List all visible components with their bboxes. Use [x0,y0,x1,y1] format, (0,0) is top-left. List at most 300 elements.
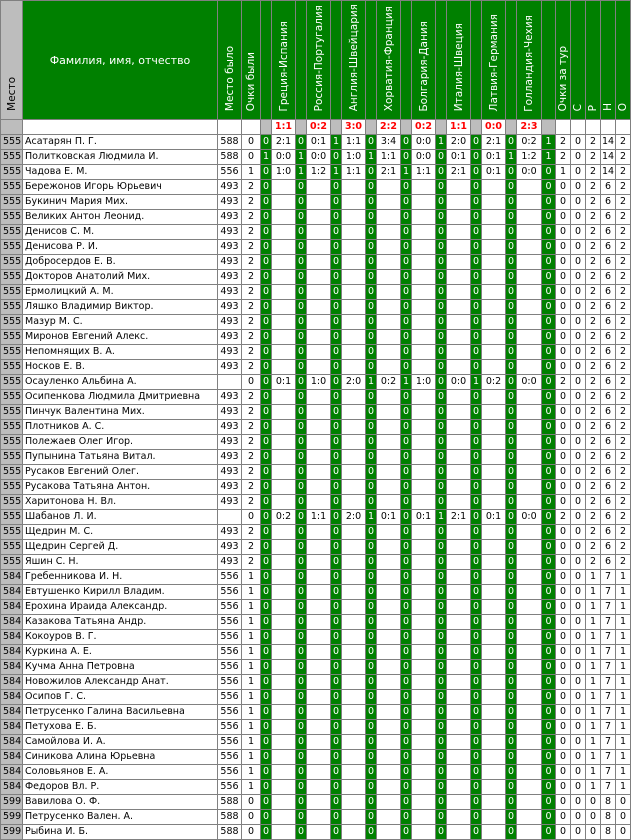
o-cell: 1 [616,615,631,630]
prediction-cell [342,210,366,225]
match-points-cell: 0 [401,240,412,255]
match-points-cell: 0 [471,630,482,645]
match-points-cell: 0 [471,135,482,150]
place-cell: 555 [1,555,23,570]
s-cell: 0 [571,390,586,405]
match-points-cell: 0 [331,615,342,630]
n-cell: 6 [601,300,616,315]
prediction-cell [447,645,471,660]
match-points-cell: 0 [296,720,307,735]
r-cell: 1 [586,660,601,675]
match-points-cell: 0 [506,615,517,630]
match-points-cell: 0 [366,135,377,150]
prev-place-cell: 556 [218,735,242,750]
match-points-cell: 0 [366,180,377,195]
match-points-cell: 0 [542,615,556,630]
s-cell: 0 [571,510,586,525]
prediction-cell [307,660,331,675]
match-points-cell: 0 [261,195,272,210]
prediction-cell [272,525,296,540]
r-cell: 1 [586,675,601,690]
name-cell: Политковская Людмила И. [23,150,218,165]
o-cell: 2 [616,405,631,420]
place-cell: 555 [1,135,23,150]
match-points-cell: 0 [506,510,517,525]
match-points-cell: 0 [506,555,517,570]
match-points-cell: 0 [542,555,556,570]
s-cell: 0 [571,300,586,315]
tour-points-cell: 0 [556,285,571,300]
s-cell: 0 [571,720,586,735]
s-cell: 0 [571,735,586,750]
match-points-cell: 0 [542,255,556,270]
tour-points-cell: 0 [556,435,571,450]
s-cell: 0 [571,600,586,615]
o-cell: 1 [616,690,631,705]
prediction-cell [272,465,296,480]
match-points-cell: 0 [471,720,482,735]
n-cell: 6 [601,555,616,570]
prediction-cell [377,225,401,240]
table-row [1,495,631,510]
s-cell: 0 [571,165,586,180]
match-points-cell: 0 [366,690,377,705]
o-cell: 0 [616,810,631,825]
prediction-cell [377,450,401,465]
result-3: 3:0 [342,120,366,135]
prediction-cell [447,420,471,435]
r-cell: 2 [586,495,601,510]
match-points-cell: 0 [436,705,447,720]
prediction-cell [342,615,366,630]
prediction-cell [377,315,401,330]
n-cell: 6 [601,225,616,240]
name-cell: Петрусенко Галина Васильевна [23,705,218,720]
table-row [1,585,631,600]
match-points-cell: 0 [331,765,342,780]
prediction-cell [272,285,296,300]
prediction-cell [342,270,366,285]
prediction-cell [307,480,331,495]
match-points-cell: 0 [401,150,412,165]
name-cell: Осауленко Альбина А. [23,375,218,390]
match-points-cell: 0 [436,750,447,765]
prediction-cell [447,330,471,345]
prediction-cell [377,615,401,630]
prediction-cell [342,360,366,375]
prediction-cell [482,435,506,450]
prediction-cell [272,615,296,630]
name-cell: Денисов С. М. [23,225,218,240]
match-points-cell: 0 [366,240,377,255]
match-points-cell: 0 [401,210,412,225]
n-cell: 14 [601,165,616,180]
match-points-cell: 0 [542,420,556,435]
match-points-cell: 0 [401,435,412,450]
match-points-cell: 0 [296,705,307,720]
prediction-cell [377,330,401,345]
match-points-cell: 0 [331,405,342,420]
header-place: Место [1,1,23,120]
prediction-cell [447,555,471,570]
prev-points-cell: 1 [242,765,261,780]
prediction-cell [517,570,542,585]
prediction-cell: 0:0 [517,510,542,525]
match-points-cell: 0 [436,435,447,450]
match-points-cell: 0 [436,675,447,690]
match-points-cell: 0 [506,240,517,255]
prediction-cell [482,645,506,660]
prediction-cell [447,810,471,825]
prediction-cell [272,690,296,705]
r-cell: 1 [586,615,601,630]
table-row [1,480,631,495]
prev-points-cell: 1 [242,690,261,705]
prev-points-cell: 1 [242,750,261,765]
o-cell: 2 [616,540,631,555]
name-cell: Синикова Алина Юрьевна [23,750,218,765]
match-points-cell: 0 [506,780,517,795]
prediction-cell [377,360,401,375]
match-points-cell: 0 [366,330,377,345]
match-points-cell: 0 [401,525,412,540]
match-points-cell: 0 [366,705,377,720]
prev-points-cell: 1 [242,735,261,750]
prev-points-cell: 2 [242,420,261,435]
prediction-cell [342,465,366,480]
match-points-cell: 0 [331,255,342,270]
place-cell: 584 [1,735,23,750]
table-row [1,750,631,765]
prev-place-cell: 588 [218,795,242,810]
prediction-cell [342,735,366,750]
prediction-cell [412,540,436,555]
match-points-cell: 0 [261,660,272,675]
prediction-cell [377,285,401,300]
prediction-cell [342,450,366,465]
match-points-cell: 0 [401,420,412,435]
match-points-cell: 0 [542,495,556,510]
prediction-cell [377,645,401,660]
o-cell: 2 [616,420,631,435]
n-cell: 6 [601,345,616,360]
match-points-cell: 0 [542,405,556,420]
table-row [1,300,631,315]
place-cell: 584 [1,585,23,600]
prediction-cell [482,735,506,750]
n-cell: 7 [601,585,616,600]
tour-points-cell: 0 [556,660,571,675]
prev-place-cell: 588 [218,825,242,840]
prediction-cell [272,195,296,210]
prediction-cell [377,780,401,795]
prev-place-cell: 493 [218,390,242,405]
match-points-cell: 0 [436,780,447,795]
prediction-cell [377,750,401,765]
prediction-cell [482,315,506,330]
match-points-cell: 0 [471,585,482,600]
name-cell: Чадова Е. М. [23,165,218,180]
table-row [1,450,631,465]
n-cell: 6 [601,540,616,555]
prediction-cell [447,450,471,465]
match-points-cell: 0 [401,330,412,345]
match-points-cell: 0 [296,300,307,315]
prediction-cell [272,255,296,270]
match-points-cell: 0 [542,345,556,360]
n-cell: 6 [601,210,616,225]
place-cell: 584 [1,690,23,705]
n-cell: 6 [601,255,616,270]
prev-place-cell: 556 [218,675,242,690]
place-cell: 555 [1,240,23,255]
match-points-cell: 0 [296,585,307,600]
o-cell: 1 [616,720,631,735]
match-points-cell: 0 [506,600,517,615]
table-row [1,240,631,255]
place-cell: 555 [1,405,23,420]
match-points-cell: 0 [401,795,412,810]
match-points-cell: 0 [366,660,377,675]
match-points-cell: 0 [331,375,342,390]
match-points-cell: 0 [261,495,272,510]
prev-place-cell [218,375,242,390]
r-cell: 2 [586,270,601,285]
s-cell: 0 [571,765,586,780]
prediction-cell [307,675,331,690]
match-points-cell: 0 [296,765,307,780]
prediction-cell [482,390,506,405]
name-cell: Пинчук Валентина Мих. [23,405,218,420]
prediction-cell [342,795,366,810]
r-cell: 1 [586,570,601,585]
match-points-cell: 0 [366,270,377,285]
match-points-cell: 0 [366,735,377,750]
prediction-cell [517,810,542,825]
prediction-cell [307,450,331,465]
prediction-cell: 0:2 [482,375,506,390]
match-points-cell: 0 [331,510,342,525]
n-cell: 6 [601,405,616,420]
o-cell: 1 [616,750,631,765]
prev-place-cell: 588 [218,810,242,825]
match-points-cell: 0 [471,570,482,585]
prev-place-cell: 493 [218,240,242,255]
prev-place-cell: 556 [218,165,242,180]
prediction-cell [307,405,331,420]
name-cell: Непомнящих В. А. [23,345,218,360]
name-cell: Рыбина И. Б. [23,825,218,840]
match-points-cell: 0 [331,540,342,555]
prediction-cell [342,540,366,555]
prediction-cell [482,750,506,765]
place-cell: 555 [1,525,23,540]
prediction-cell [447,180,471,195]
place-cell: 555 [1,435,23,450]
match-points-cell: 0 [506,330,517,345]
prev-points-cell: 2 [242,285,261,300]
name-cell: Евтушенко Кирилл Владим. [23,585,218,600]
table-row [1,180,631,195]
o-cell: 2 [616,240,631,255]
match-points-cell: 0 [401,135,412,150]
match-points-cell: 1 [542,135,556,150]
name-cell: Плотников А. С. [23,420,218,435]
r-cell: 2 [586,525,601,540]
match-points-cell: 0 [296,255,307,270]
prediction-cell: 2:1 [447,165,471,180]
prediction-cell [412,630,436,645]
prediction-cell: 1:0 [342,150,366,165]
prediction-cell [377,180,401,195]
prediction-cell [377,435,401,450]
s-cell: 0 [571,570,586,585]
s-cell: 0 [571,645,586,660]
prediction-cell: 2:0 [447,135,471,150]
table-row [1,375,631,390]
n-cell: 14 [601,135,616,150]
match-points-cell: 0 [296,780,307,795]
prediction-cell [307,615,331,630]
match-points-cell: 0 [506,660,517,675]
prediction-cell [482,660,506,675]
match-points-cell: 0 [471,450,482,465]
match-points-cell: 0 [401,705,412,720]
match-points-cell: 0 [542,660,556,675]
r-cell: 1 [586,600,601,615]
prev-points-cell: 1 [242,585,261,600]
prediction-cell [482,600,506,615]
prediction-cell [307,255,331,270]
prev-points-cell: 2 [242,195,261,210]
prev-place-cell: 493 [218,300,242,315]
match-points-cell: 0 [471,765,482,780]
place-cell: 555 [1,315,23,330]
prev-points-cell: 2 [242,540,261,555]
match-points-cell: 0 [366,450,377,465]
prediction-cell [307,420,331,435]
match-points-cell: 0 [506,435,517,450]
prediction-cell [377,585,401,600]
match-points-cell: 0 [542,180,556,195]
match-points-cell: 0 [401,510,412,525]
prediction-cell [272,570,296,585]
n-cell: 14 [601,150,616,165]
prev-place-cell: 493 [218,210,242,225]
match-points-cell: 0 [366,405,377,420]
prediction-cell [342,765,366,780]
match-points-cell: 0 [542,225,556,240]
prediction-cell [307,495,331,510]
prediction-cell [377,210,401,225]
s-cell: 0 [571,240,586,255]
tour-points-cell: 0 [556,420,571,435]
header-row [1,1,631,120]
match-points-cell: 0 [261,285,272,300]
match-points-cell: 1 [471,375,482,390]
match-points-cell: 0 [506,645,517,660]
place-cell: 599 [1,810,23,825]
prediction-cell [307,390,331,405]
match-points-cell: 0 [366,210,377,225]
o-cell: 0 [616,825,631,840]
prediction-cell [517,630,542,645]
prediction-cell [342,675,366,690]
s-cell: 0 [571,345,586,360]
n-cell: 7 [601,780,616,795]
prediction-cell [517,300,542,315]
o-cell: 1 [616,660,631,675]
table-row [1,420,631,435]
header-match-2: Россия-Португалия [307,1,331,120]
r-cell: 2 [586,255,601,270]
match-points-cell: 0 [542,390,556,405]
prediction-cell [412,465,436,480]
prediction-cell [412,360,436,375]
prev-points-cell: 2 [242,345,261,360]
o-cell: 2 [616,270,631,285]
prediction-cell [447,315,471,330]
match-points-cell: 0 [542,810,556,825]
r-cell: 1 [586,735,601,750]
prediction-cell [342,750,366,765]
name-cell: Соловьянов Е. А. [23,765,218,780]
prediction-cell [272,390,296,405]
match-points-cell: 0 [366,720,377,735]
place-cell: 555 [1,480,23,495]
match-points-cell: 0 [471,390,482,405]
match-points-cell: 0 [296,510,307,525]
match-points-cell: 0 [436,375,447,390]
place-cell: 555 [1,450,23,465]
prediction-cell: 0:2 [377,375,401,390]
match-points-cell: 0 [401,480,412,495]
r-cell: 2 [586,405,601,420]
table-row [1,285,631,300]
table-row [1,225,631,240]
prediction-cell [412,780,436,795]
table-row [1,570,631,585]
tour-points-cell: 0 [556,495,571,510]
name-cell: Добросердов Е. В. [23,255,218,270]
match-points-cell: 1 [401,375,412,390]
prev-place-cell: 556 [218,765,242,780]
prediction-cell [482,450,506,465]
match-points-cell: 0 [542,210,556,225]
match-points-cell: 0 [366,480,377,495]
match-points-cell: 0 [542,645,556,660]
n-cell: 7 [601,750,616,765]
prev-points-cell: 2 [242,405,261,420]
prediction-cell [447,210,471,225]
prediction-cell [517,270,542,285]
prediction-cell [272,810,296,825]
match-points-cell: 0 [331,330,342,345]
prediction-cell [307,540,331,555]
s-cell: 0 [571,195,586,210]
match-points-cell: 0 [401,720,412,735]
match-points-cell: 0 [261,510,272,525]
match-points-cell: 0 [261,525,272,540]
prediction-cell [377,390,401,405]
s-cell: 0 [571,420,586,435]
prediction-cell [412,810,436,825]
prev-points-cell: 2 [242,330,261,345]
prediction-cell [377,345,401,360]
match-points-cell: 0 [331,390,342,405]
s-cell: 0 [571,555,586,570]
prediction-cell [482,345,506,360]
